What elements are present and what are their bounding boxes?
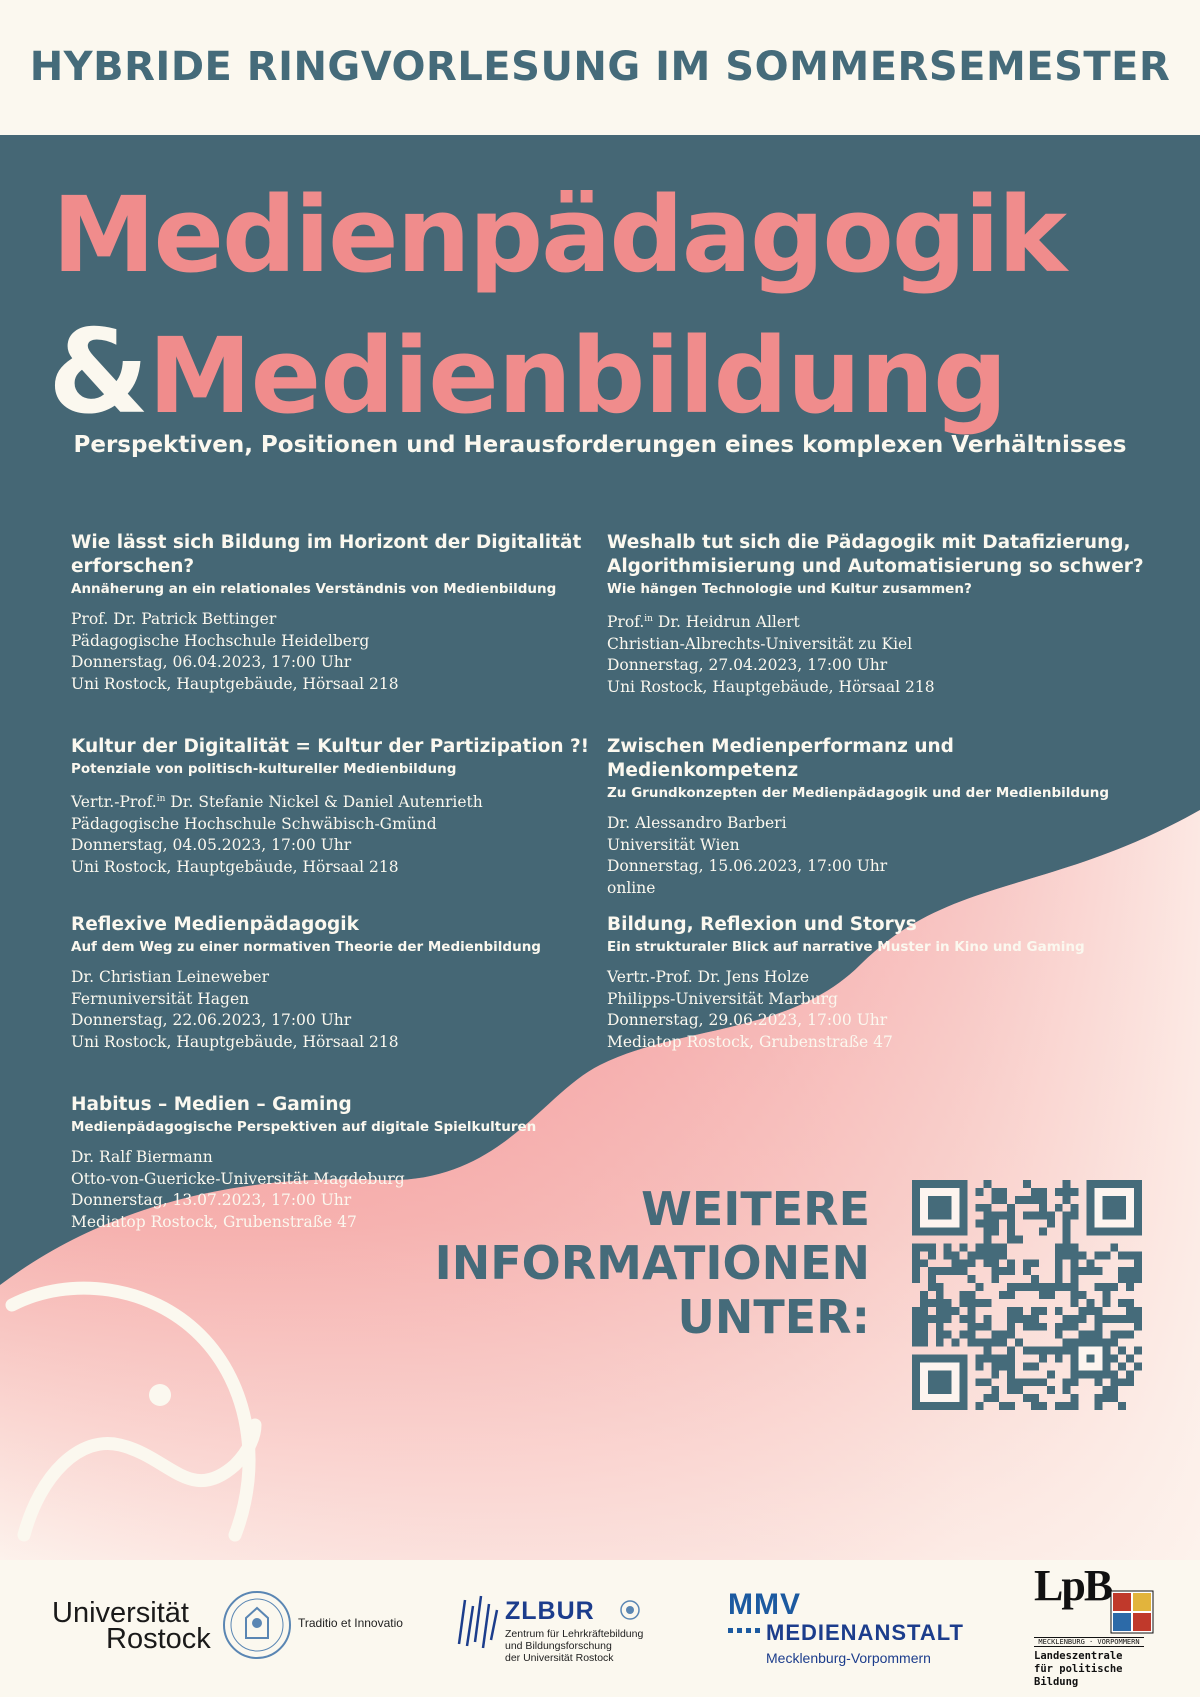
zlbur-desc-line1: Zentrum für Lehrkräftebildung — [505, 1628, 644, 1640]
mmv-region: Mecklenburg-Vorpommern — [766, 1650, 931, 1666]
lecture-title: Zwischen Medienperformanz und Medienkompetenz — [607, 736, 954, 781]
uni-rostock-line2: Rostock — [106, 1623, 211, 1655]
main-title-line2 — [48, 305, 1188, 440]
lecture-speaker — [607, 609, 1147, 634]
uni-rostock-motto: Traditio et Innovatio — [298, 1616, 403, 1630]
lecture-institution: Fernuniversität Hagen — [71, 989, 250, 1008]
lpb-region: MECKLENBURG · VORPOMMERN — [1034, 1637, 1144, 1647]
lecture-speaker: Vertr.-Prof. Dr. Jens Holze — [607, 968, 810, 986]
title-word-medienbildung: Medienbildung — [148, 315, 1007, 437]
lecture-subtitle: Auf dem Weg zu einer normativen Theorie der Medienbildung — [71, 939, 541, 955]
lecture-title: Wie lässt sich Bildung im Horizont der Digitalität erforschen? — [71, 532, 582, 577]
lecture-6 — [607, 913, 1147, 1053]
face-eye-icon — [149, 1384, 171, 1406]
lpb-name-line1: Landeszentrale — [1034, 1650, 1123, 1662]
lecture-1 — [71, 531, 591, 695]
lpb-abbreviation: LpB — [1034, 1561, 1112, 1610]
lecture-4 — [607, 735, 1147, 899]
lecture-speaker: Dr. Ralf Biermann — [71, 1148, 213, 1166]
zlbur-desc-line2: und Bildungsforschung — [505, 1640, 612, 1652]
lecture-institution: Universität Wien — [607, 835, 740, 854]
lecture-institution: Philipps-Universität Marburg — [607, 989, 838, 1008]
lecture-subtitle: Ein strukturaler Blick auf narrative Muster in Kino und Gaming — [607, 939, 1085, 955]
lecture-location: Uni Rostock, Hauptgebäude, Hörsaal 218 — [71, 674, 399, 693]
lecture-location: Uni Rostock, Hauptgebäude, Hörsaal 218 — [607, 677, 935, 696]
speaker-sup: in — [156, 794, 166, 804]
lecture-speaker: Dr. Alessandro Barberi — [607, 814, 787, 832]
zlbur-stripes-icon — [455, 1590, 501, 1650]
lecture-location: Mediatop Rostock, Grubenstraße 47 — [71, 1212, 357, 1231]
lecture-subtitle: Medienpädagogische Perspektiven auf digitale Spielkulturen — [71, 1119, 537, 1135]
uni-rostock-line1: Universität — [52, 1597, 189, 1629]
lecture-location: online — [607, 878, 656, 897]
lecture-subtitle: Potenziale von politisch-kultureller Medienbildung — [71, 761, 457, 777]
title-ampersand: & — [48, 305, 149, 440]
lecture-date: Donnerstag, 15.06.2023, 17:00 Uhr — [607, 857, 888, 875]
lecture-title: Bildung, Reflexion und Storys — [607, 914, 917, 935]
lecture-institution: Otto-von-Guericke-Universität Magdeburg — [71, 1169, 405, 1188]
speaker-prefix: Prof. — [607, 613, 645, 632]
lecture-5 — [71, 913, 591, 1053]
lecture-2 — [607, 531, 1147, 698]
lecture-institution: Christian-Albrechts-Universität zu Kiel — [607, 634, 913, 653]
lecture-title: Weshalb tut sich die Pädagogik mit Datafizierung, Algorithmisierung und Automatisierung so schwer? — [607, 532, 1144, 577]
lecture-3 — [71, 735, 591, 878]
mmv-name: MEDIENANSTALT — [766, 1620, 964, 1645]
speaker-name: Dr. Stefanie Nickel & Daniel Autenrieth — [165, 793, 483, 812]
lecture-subtitle: Wie hängen Technologie und Kultur zusammen? — [607, 581, 972, 597]
qr-code[interactable] — [912, 1180, 1142, 1410]
mmv-dots-icon — [728, 1628, 762, 1634]
lecture-title: Reflexive Medienpädagogik — [71, 914, 359, 935]
lecture-subtitle: Zu Grundkonzepten der Medienpädagogik und der Medienbildung — [607, 785, 1109, 801]
main-title-line1: Medienpädagogik — [52, 174, 1066, 296]
more-info-heading — [420, 1182, 870, 1344]
lecture-speaker — [71, 789, 591, 814]
lecture-title: Habitus – Medien – Gaming — [71, 1094, 352, 1115]
lecture-title: Kultur der Digitalität = Kultur der Partizipation ?! — [71, 736, 590, 757]
lecture-date: Donnerstag, 27.04.2023, 17:00 Uhr — [607, 656, 888, 675]
speaker-prefix: Vertr.-Prof. — [71, 793, 157, 812]
uni-rostock-seal-icon — [222, 1590, 292, 1660]
lecture-location: Uni Rostock, Hauptgebäude, Hörsaal 218 — [71, 1032, 399, 1051]
more-info-line3: UNTER: — [677, 1290, 870, 1344]
lecture-date: Donnerstag, 22.06.2023, 17:00 Uhr — [71, 1011, 352, 1029]
zlbur-seal-icon — [620, 1600, 640, 1620]
lecture-institution: Pädagogische Hochschule Schwäbisch-Gmünd — [71, 814, 437, 833]
zlbur-description — [505, 1628, 695, 1664]
zlbur-desc-line3: der Universität Rostock — [505, 1652, 614, 1664]
header-band — [0, 0, 1200, 135]
main-subtitle: Perspektiven, Positionen und Herausforderungen eines komplexen Verhältnisses — [73, 432, 1127, 458]
lecture-location: Uni Rostock, Hauptgebäude, Hörsaal 218 — [71, 857, 399, 876]
lecture-institution: Pädagogische Hochschule Heidelberg — [71, 631, 370, 650]
lecture-date: Donnerstag, 06.04.2023, 17:00 Uhr — [71, 653, 352, 671]
more-info-line2: INFORMATIONEN — [434, 1236, 870, 1290]
more-info-line1: WEITERE — [641, 1182, 870, 1236]
lecture-location: Mediatop Rostock, Grubenstraße 47 — [607, 1032, 893, 1051]
speaker-sup: in — [644, 614, 653, 624]
speaker-name: Dr. Heidrun Allert — [652, 613, 800, 632]
zlbur-name: ZLBUR — [505, 1597, 595, 1625]
lecture-date: Donnerstag, 04.05.2023, 17:00 Uhr — [71, 836, 352, 855]
mmv-abbreviation: MMV — [728, 1588, 801, 1621]
lpb-name-line2: für politische Bildung — [1034, 1663, 1123, 1688]
lecture-speaker: Prof. Dr. Patrick Bettinger — [71, 610, 277, 628]
series-title: HYBRIDE RINGVORLESUNG IM SOMMERSEMESTER — [29, 44, 1171, 90]
lpb-coat-of-arms-icon — [1110, 1590, 1154, 1634]
lecture-speaker: Dr. Christian Leineweber — [71, 968, 270, 986]
lpb-name — [1034, 1650, 1154, 1689]
uni-rostock-logo — [52, 1597, 211, 1655]
lecture-subtitle: Annäherung an ein relationales Verständnis von Medienbildung — [71, 581, 557, 597]
lecture-date: Donnerstag, 29.06.2023, 17:00 Uhr — [607, 1011, 888, 1029]
lecture-date: Donnerstag, 13.07.2023, 17:00 Uhr — [71, 1191, 352, 1209]
